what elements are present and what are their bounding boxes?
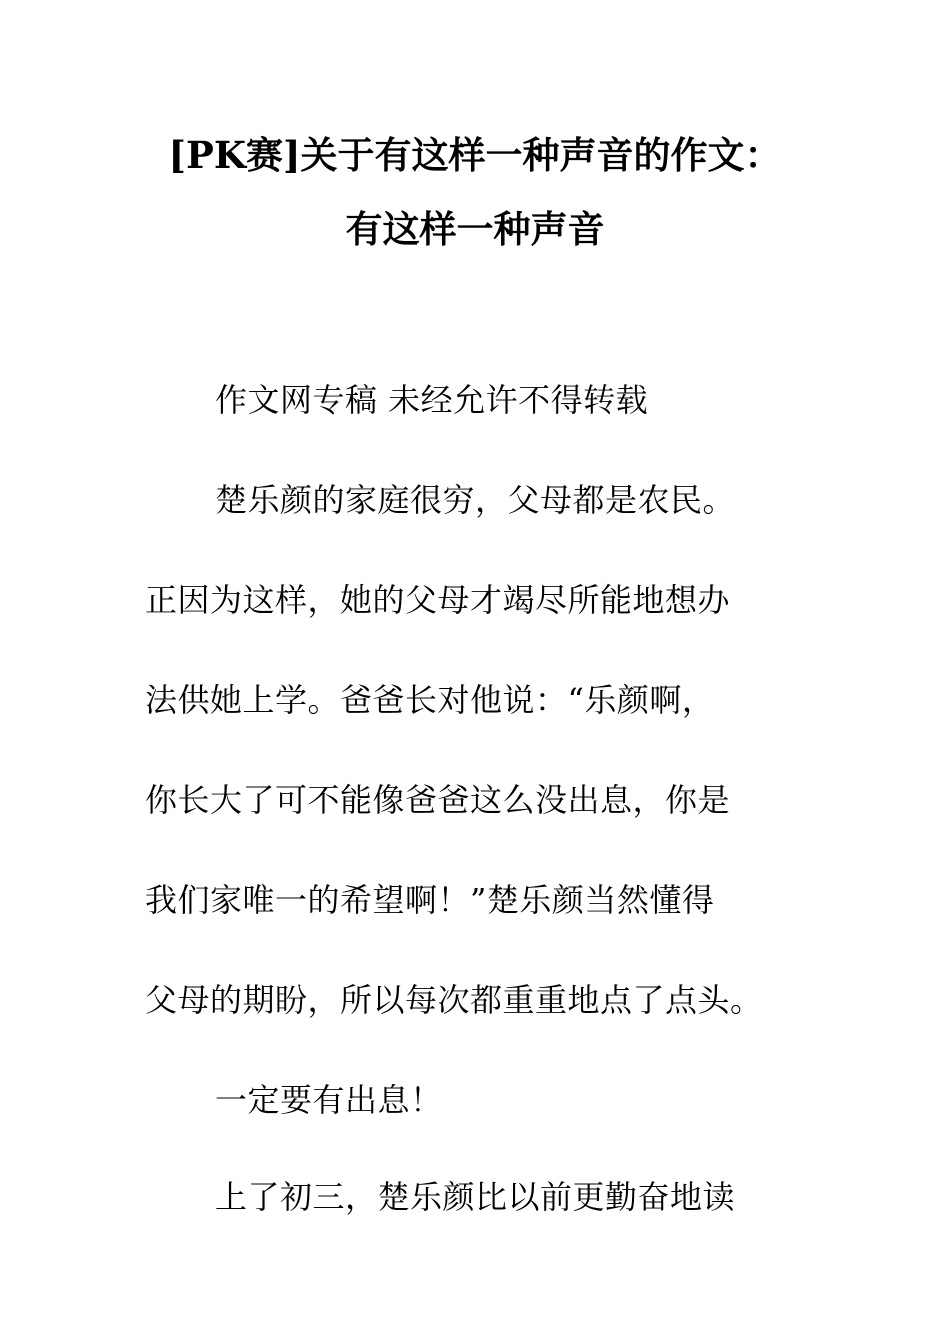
body-line-7: 父母的期盼，所以每次都重重地点了点头。: [145, 981, 763, 1019]
document-title-line-2: 有这样一种声音: [345, 207, 605, 251]
document-title-line-1: [PK赛]关于有这样一种声音的作文：: [168, 133, 782, 177]
body-line-1: 作文网专稿 未经允许不得转载: [215, 381, 649, 419]
body-line-4: 法供她上学。爸爸长对他说：“乐颜啊，: [145, 681, 715, 719]
body-line-8: 一定要有出息！: [215, 1081, 443, 1119]
body-line-5: 你长大了可不能像爸爸这么没出息，你是: [145, 781, 731, 819]
body-line-3: 正因为这样，她的父母才竭尽所能地想办: [145, 581, 731, 619]
body-line-9: 上了初三，楚乐颜比以前更勤奋地读: [215, 1178, 736, 1216]
body-line-2: 楚乐颜的家庭很穷，父母都是农民。: [215, 481, 736, 519]
body-line-6: 我们家唯一的希望啊！”楚乐颜当然懂得: [145, 881, 715, 919]
